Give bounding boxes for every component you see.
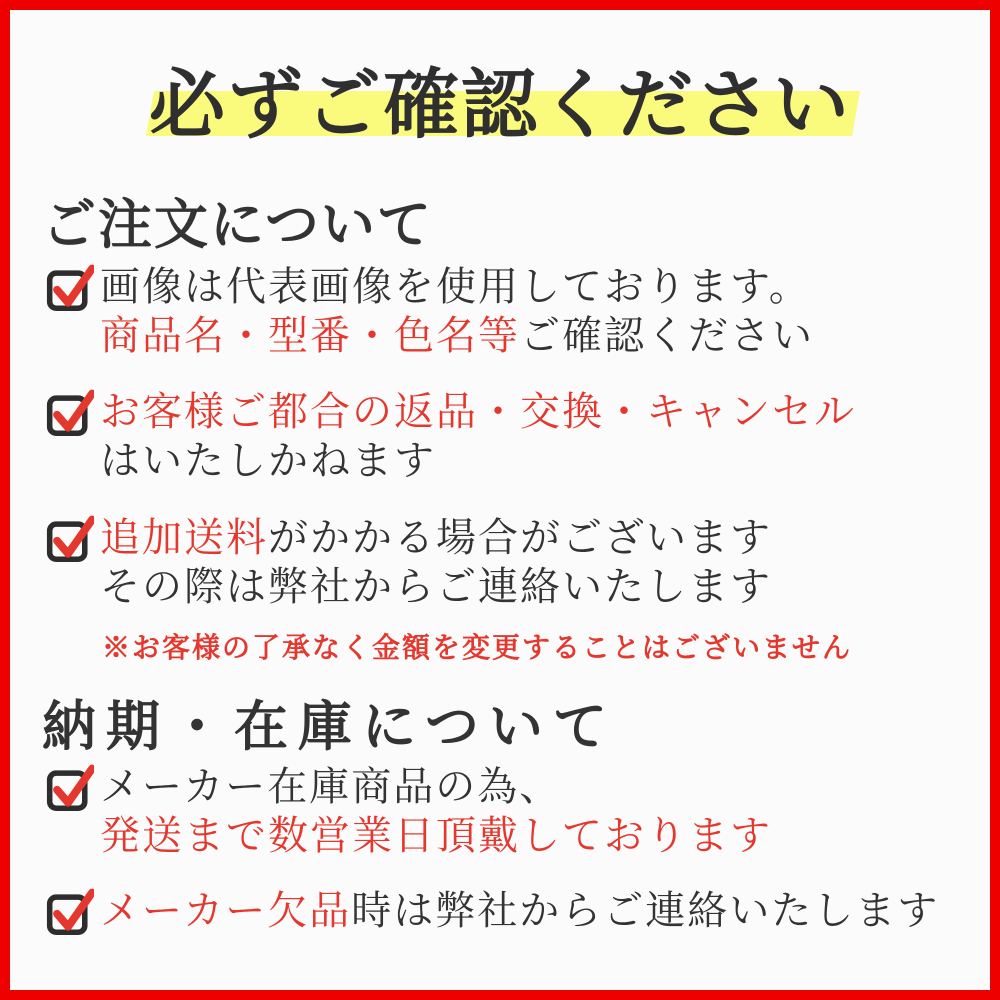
text-segment: メーカー在庫商品の為、	[100, 764, 562, 809]
item-line	[100, 436, 856, 485]
item-line	[100, 886, 939, 935]
text-segment-red: 追加送料	[100, 515, 268, 560]
item-line	[100, 387, 856, 436]
checklist-item-maker-stock	[46, 762, 772, 860]
text-segment: ご確認ください	[520, 313, 814, 358]
text-segment-red: 商品名・型番・色名等	[100, 313, 520, 358]
text-segment-red: 発送まで数営業日頂戴しております	[100, 813, 772, 858]
item-text	[100, 387, 856, 485]
section-heading-orders: ご注文について	[42, 195, 433, 255]
checklist-item-maker-shortage	[46, 886, 939, 935]
checklist-item-representative-image	[46, 262, 814, 360]
text-segment: 画像は代表画像を使用しております。	[100, 264, 811, 309]
page-title: 必ずご確認ください	[149, 64, 851, 148]
item-line	[100, 262, 814, 311]
checked-checkbox-icon	[46, 514, 94, 562]
checked-checkbox-icon	[46, 263, 94, 311]
item-line	[100, 762, 772, 811]
item-line	[100, 311, 814, 360]
text-segment: 時は弊社からご連絡いたします	[351, 888, 940, 933]
item-text	[100, 262, 814, 360]
text-segment: その際は弊社からご連絡いたします	[100, 564, 772, 609]
item-text	[100, 886, 939, 935]
item-text	[100, 513, 772, 611]
item-line	[100, 811, 772, 860]
text-segment: はいたしかねます	[100, 438, 436, 483]
item-line	[100, 562, 772, 611]
price-change-note: ※お客様の了承なく金額を変更することはございません	[102, 633, 853, 664]
item-text	[100, 762, 772, 860]
text-segment: がかかる場合がございます	[268, 515, 772, 560]
item-line	[100, 513, 772, 562]
checked-checkbox-icon	[46, 887, 94, 935]
text-segment-red: メーカー欠品	[100, 888, 352, 933]
checklist-item-returns	[46, 387, 856, 485]
checked-checkbox-icon	[46, 388, 94, 436]
section-heading-delivery-stock: 納期・在庫について	[42, 697, 617, 757]
checklist-item-extra-shipping	[46, 513, 772, 611]
text-segment-red: お客様ご都合の返品・交換・キャンセル	[100, 389, 856, 434]
checked-checkbox-icon	[46, 763, 94, 811]
